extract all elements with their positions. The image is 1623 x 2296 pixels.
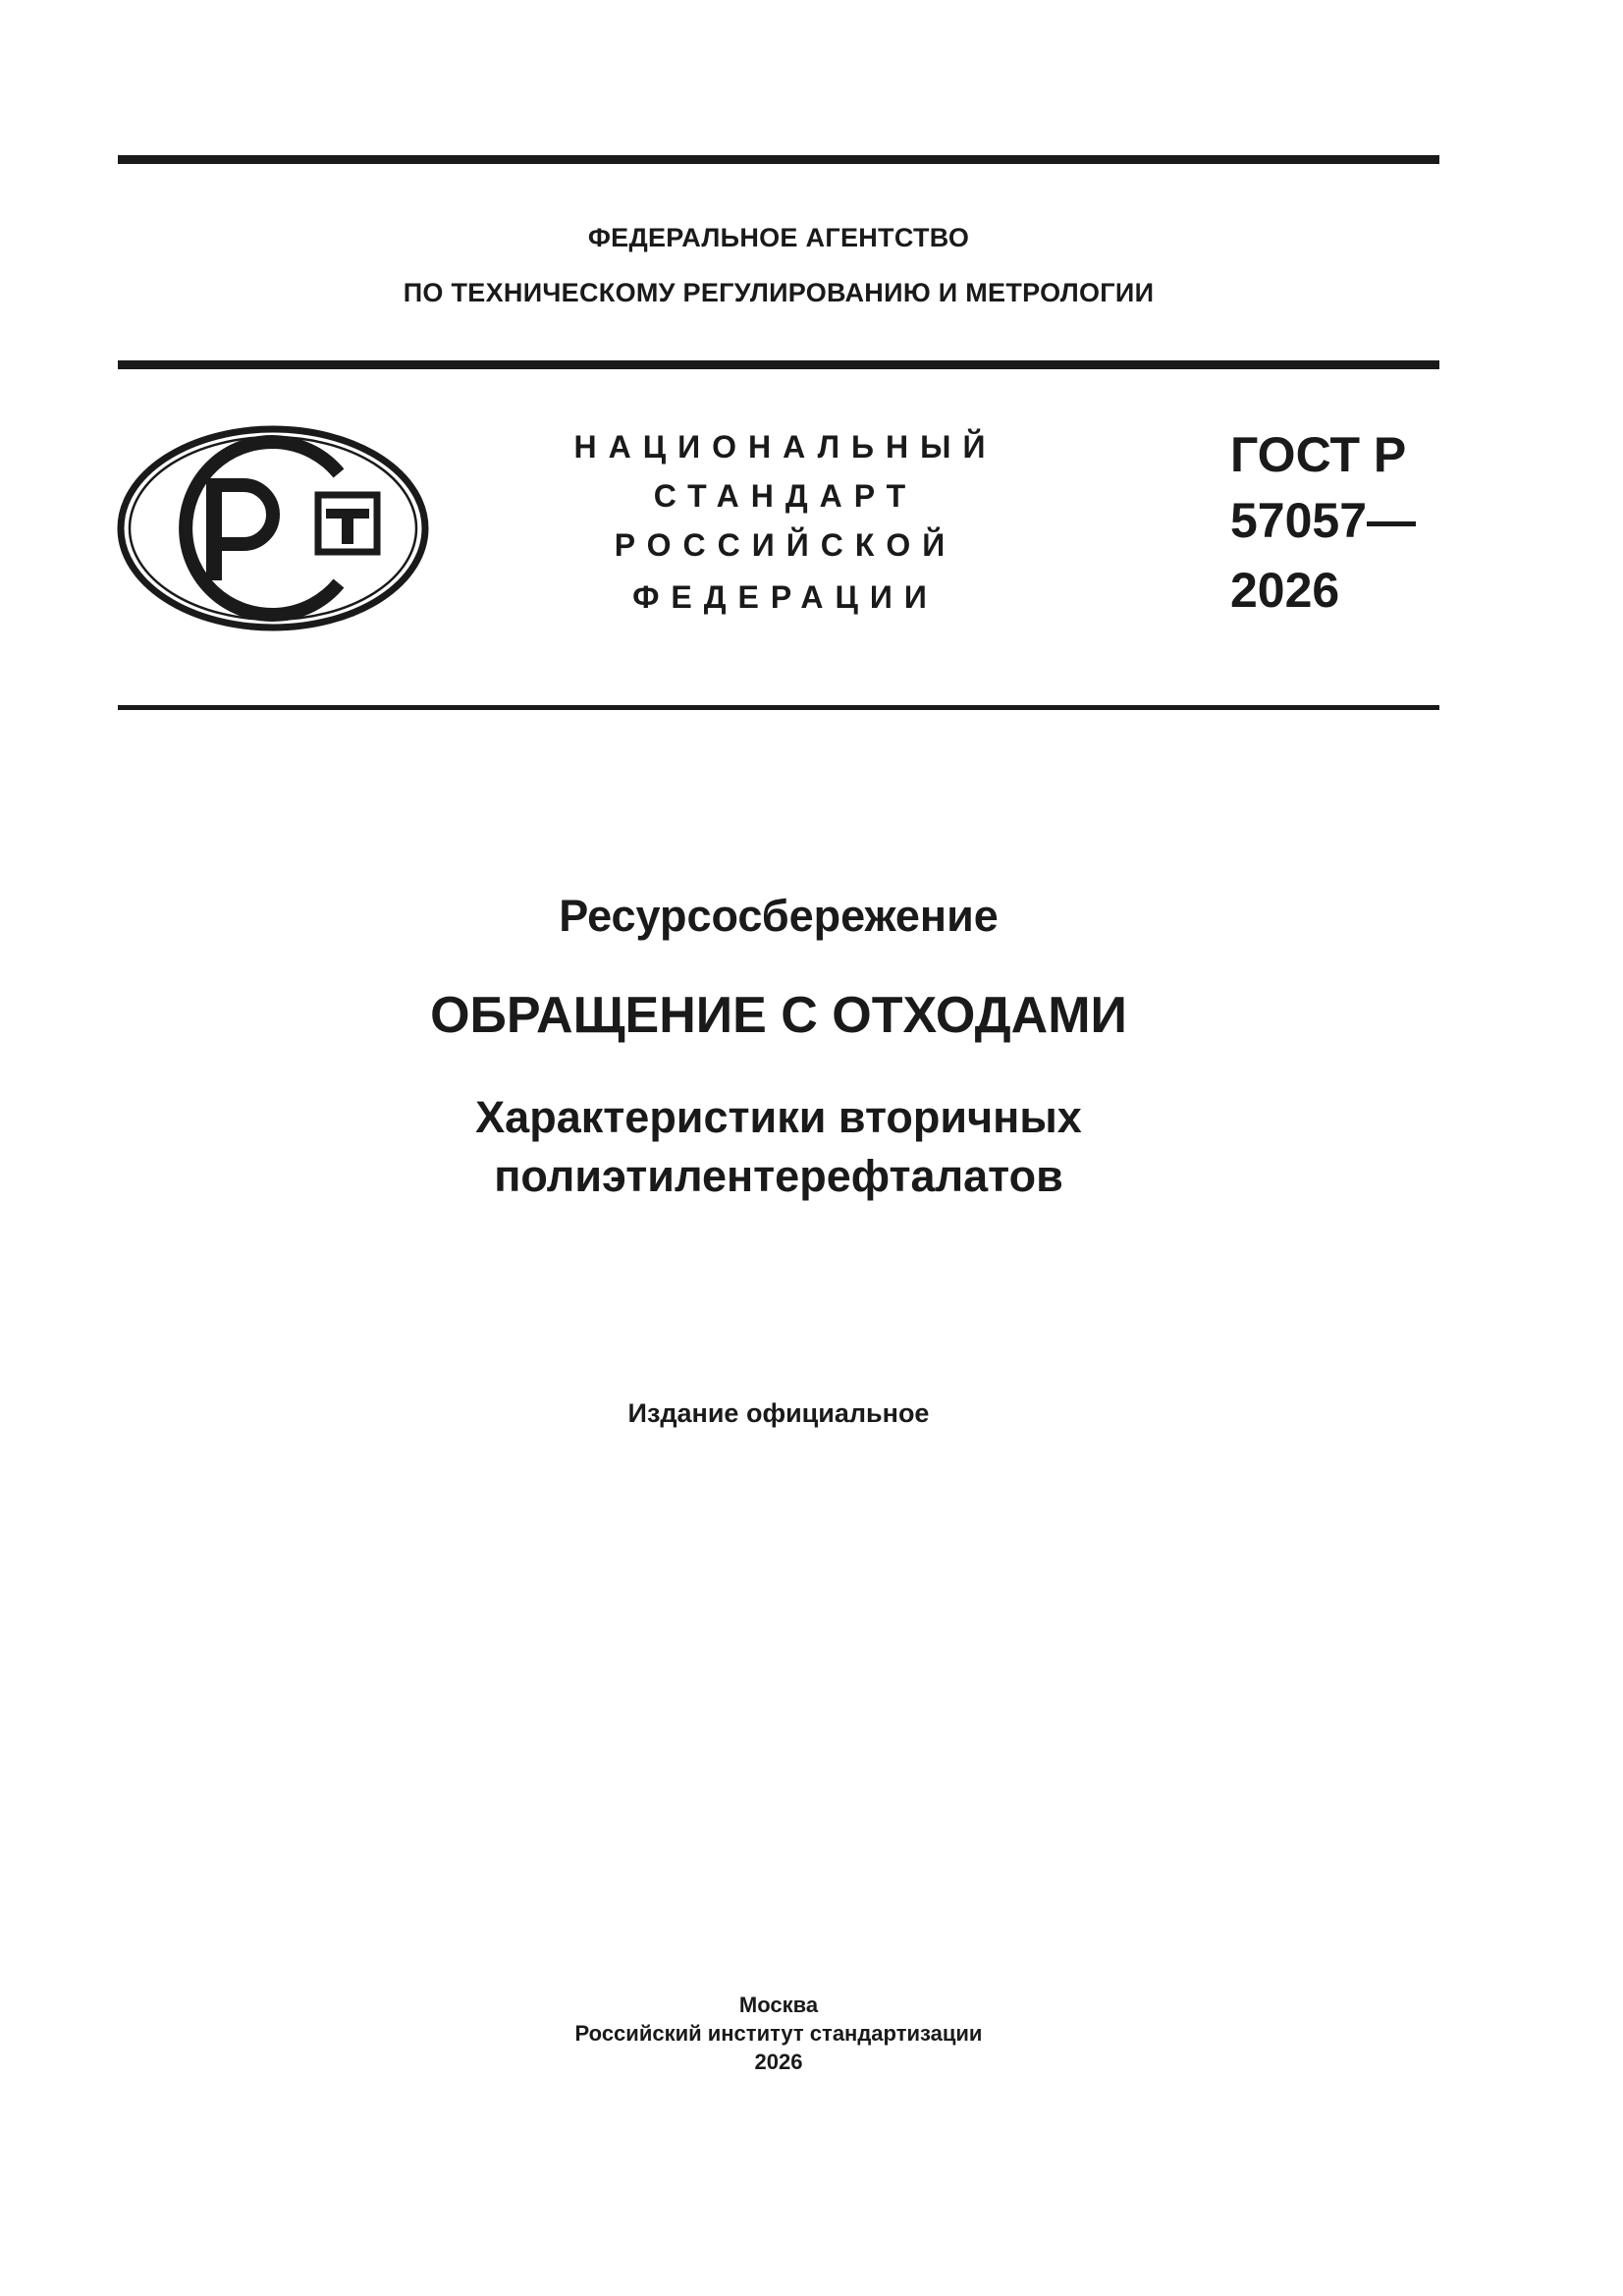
- imprint-publisher: Российский институт стандартизации: [574, 2021, 983, 2046]
- title-main: ОБРАЩЕНИЕ С ОТХОДАМИ: [430, 987, 1127, 1044]
- rst-conformity-mark-icon: [116, 424, 430, 632]
- agency-name-line1: ФЕДЕРАЛЬНОЕ АГЕНТСТВО: [587, 223, 970, 252]
- national-standard-line2: СТАНДАРТ: [653, 478, 918, 514]
- title-subtitle-line1: Характеристики вторичных: [475, 1092, 1082, 1142]
- national-standard-line1: НАЦИОНАЛЬНЫЙ: [573, 429, 998, 465]
- header-divider-rule: [118, 360, 1439, 369]
- national-standard-line3: РОССИЙСКОЙ: [614, 527, 957, 563]
- standard-designation-line2: 57057—: [1230, 493, 1417, 548]
- national-standard-line4: ФЕДЕРАЦИИ: [632, 579, 939, 615]
- masthead-bottom-rule: [118, 705, 1439, 710]
- top-rule: [118, 155, 1439, 164]
- edition-label: Издание официальное: [627, 1398, 930, 1428]
- standard-designation-line1: ГОСТ Р: [1230, 427, 1407, 482]
- imprint-year: 2026: [754, 2050, 803, 2074]
- title-subtitle-line2: полиэтилентерефталатов: [494, 1151, 1063, 1201]
- standard-designation-line3: 2026: [1230, 563, 1340, 618]
- title-series: Ресурсосбережение: [559, 891, 999, 941]
- agency-name-line2: ПО ТЕХНИЧЕСКОМУ РЕГУЛИРОВАНИЮ И МЕТРОЛОГИИ: [403, 278, 1155, 307]
- imprint-city: Москва: [738, 1993, 819, 2017]
